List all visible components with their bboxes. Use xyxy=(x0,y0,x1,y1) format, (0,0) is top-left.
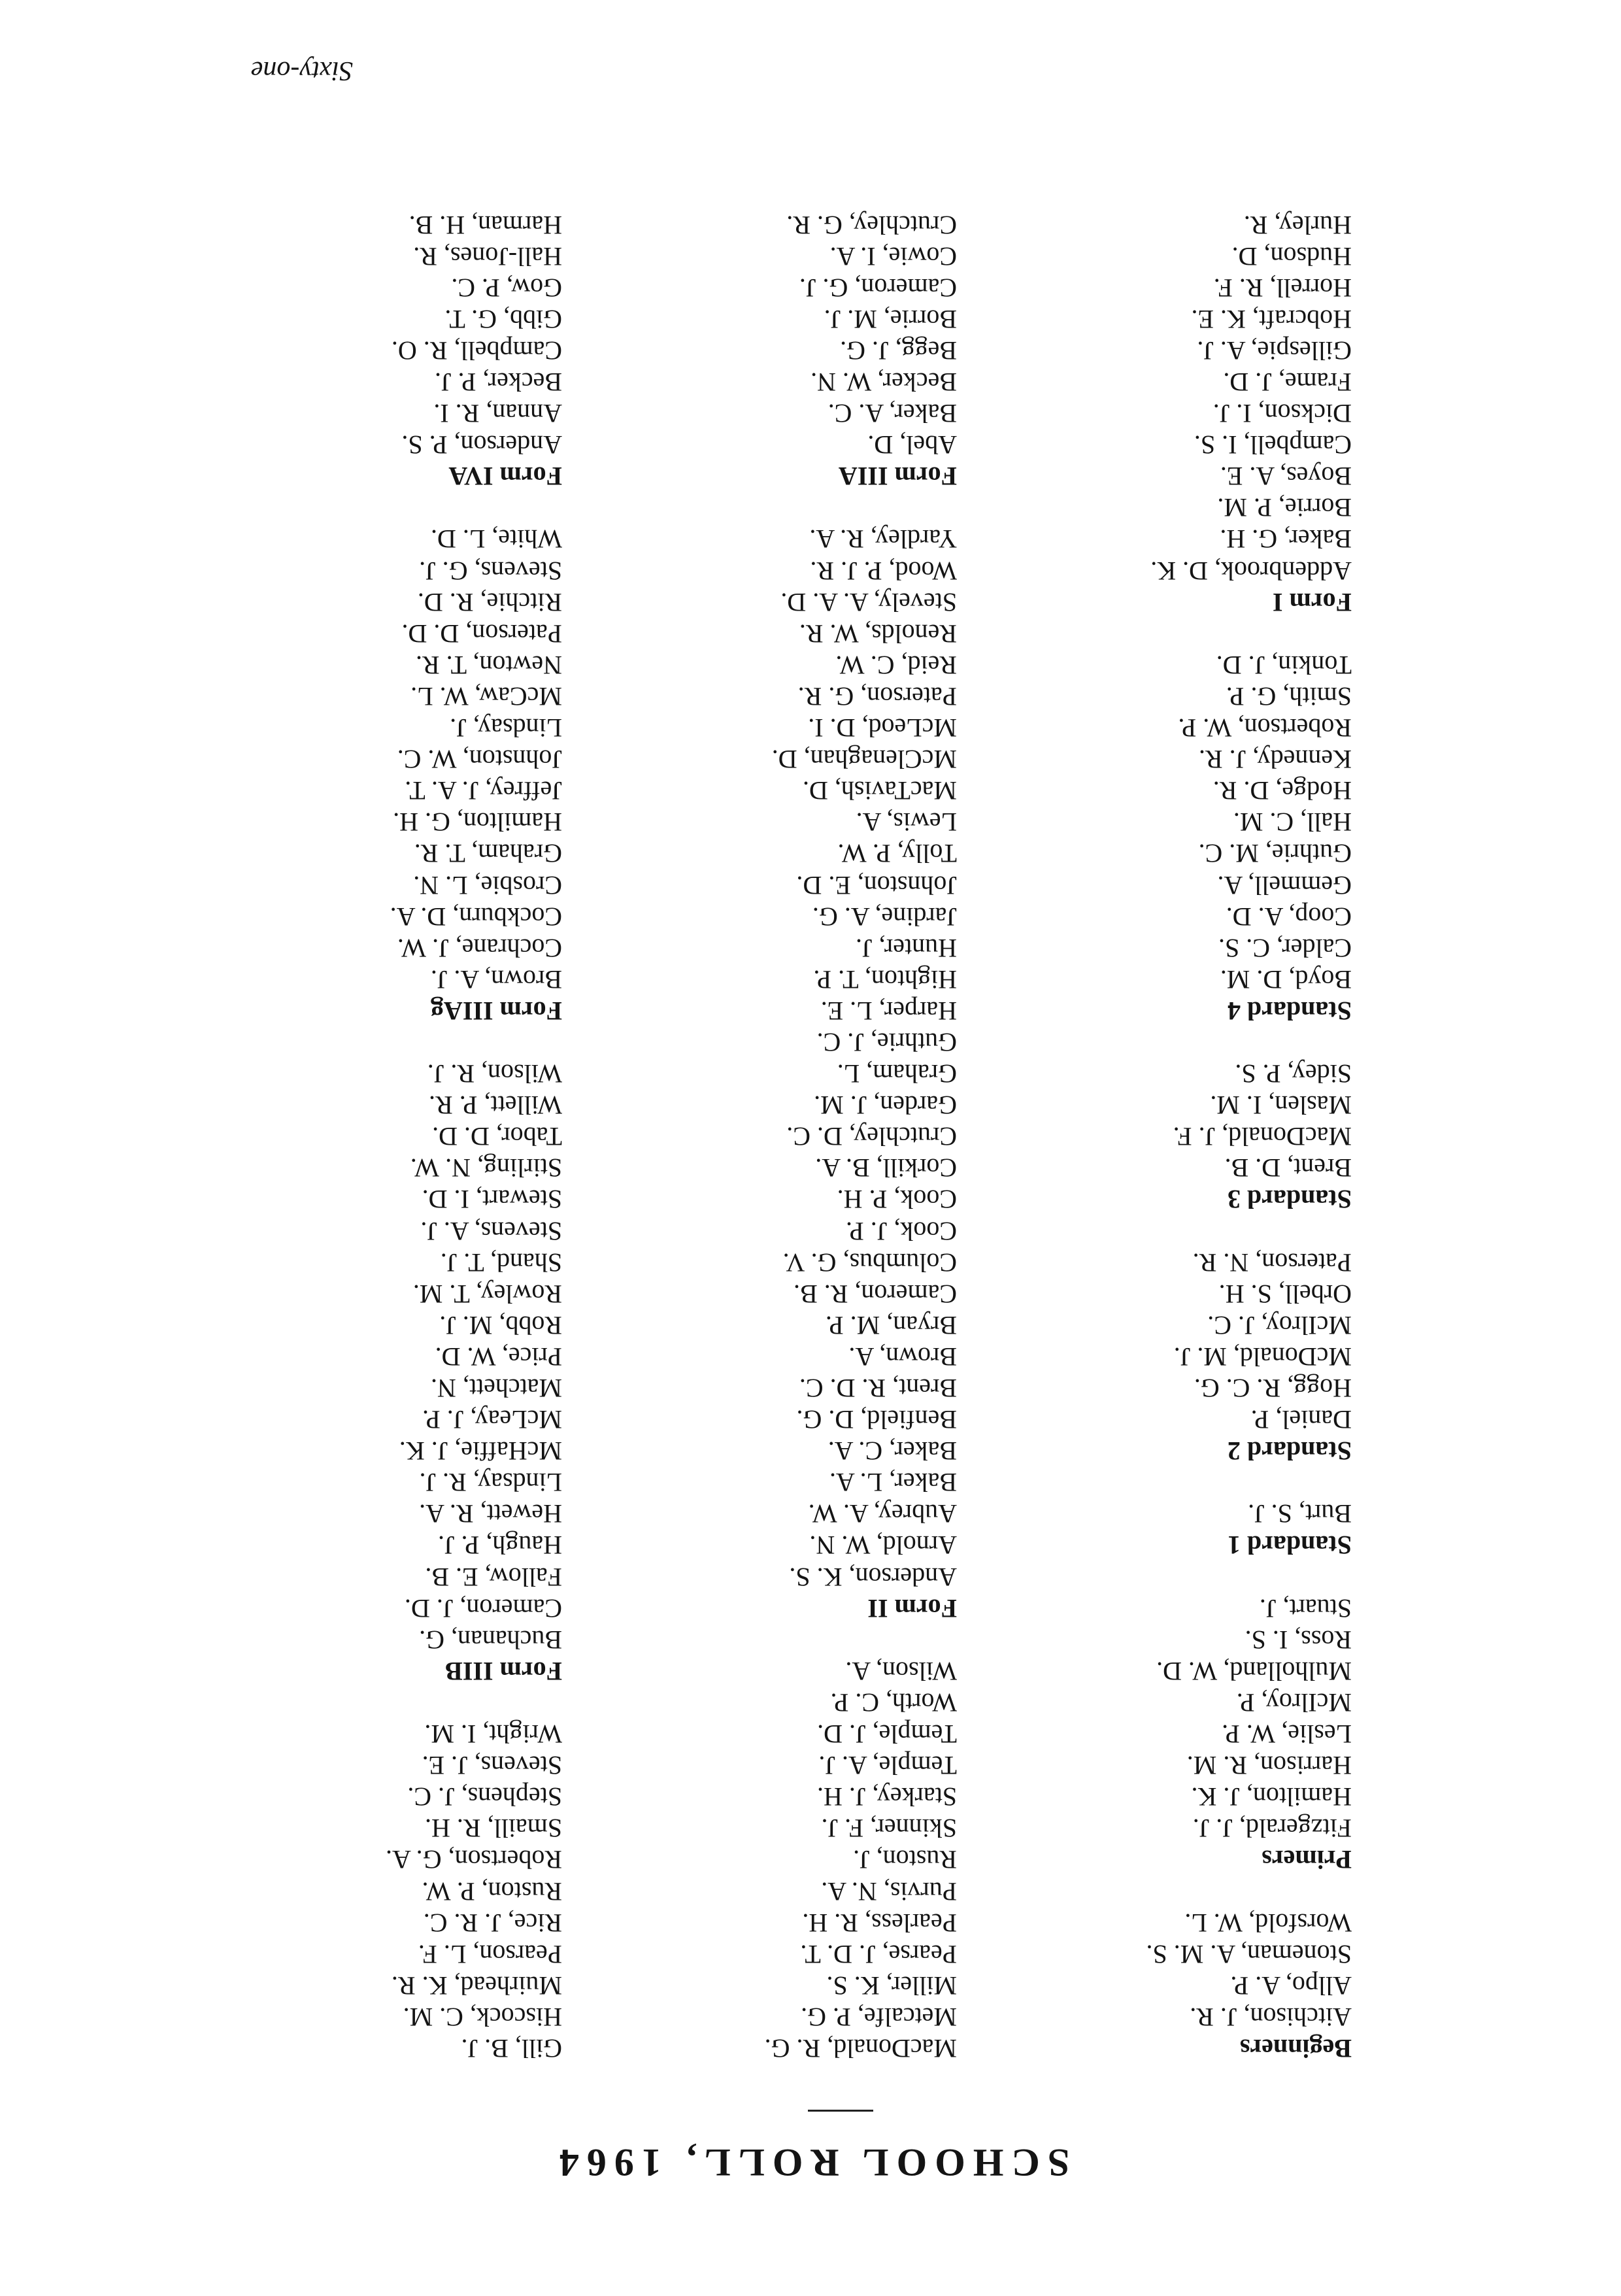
pupil-name: Highton, T. P. xyxy=(813,964,957,994)
pupil-name: Smaill, R. H. xyxy=(424,1814,562,1844)
pupil-name: McIlroy, J. C. xyxy=(1207,1310,1352,1340)
pupil-name: Aubrey, A. W. xyxy=(808,1499,957,1529)
section-gap xyxy=(999,1875,1352,1906)
pupil-name: Cowie, I. A. xyxy=(829,241,957,271)
pupil-name: Brown, A. xyxy=(848,1342,957,1372)
pupil-name: McIlroy, P. xyxy=(1236,1687,1352,1717)
pupil-name: Stevens, A. J. xyxy=(420,1216,562,1246)
pupil-name: Frame, J. D. xyxy=(1223,367,1352,397)
pupil-name: Stevely, A. A. D. xyxy=(780,587,957,617)
pupil-name: Allpo, A. P. xyxy=(1230,1970,1352,2001)
form-heading: Form IVA xyxy=(448,462,562,492)
pupil-name: Johnston, E. D. xyxy=(796,870,957,900)
pupil-name: Gemmell, A. xyxy=(1217,870,1352,900)
section-gap xyxy=(999,1026,1352,1058)
pupil-name: Wright, I. M. xyxy=(424,1719,562,1749)
form-heading: Form IIIAg xyxy=(430,996,562,1026)
pupil-name: Becker, P. J. xyxy=(434,367,562,397)
pupil-name: McDonald, M. J. xyxy=(1173,1342,1352,1372)
pupil-name: Tabor, D. D. xyxy=(432,1122,562,1152)
pupil-name: Kennedy, J. R. xyxy=(1198,745,1352,775)
section-gap xyxy=(209,1687,562,1718)
pupil-name: Cameron, J. D. xyxy=(404,1593,562,1623)
pupil-name: Becker, W. N. xyxy=(811,367,957,397)
pupil-name: Hunter, J. xyxy=(855,933,957,963)
page-title: SCHOOL ROLL, 1964 xyxy=(551,2141,1070,2184)
pupil-name: Hodge, D. R. xyxy=(1212,776,1352,806)
pupil-name: Fitzgerald, J. J. xyxy=(1192,1814,1352,1844)
pupil-name: MacTavish, D. xyxy=(802,776,957,806)
pupil-name: Shand, T. J. xyxy=(440,1247,562,1277)
pupil-name: Stewart, I. D. xyxy=(422,1185,562,1215)
pupil-name: Anderson, P. S. xyxy=(401,430,562,460)
pupil-name: Cook, J. P. xyxy=(845,1216,957,1246)
pupil-name: Boyd, D. M. xyxy=(1220,964,1352,994)
pupil-name: Reid, C. W. xyxy=(835,650,957,680)
pupil-name: McCaw, W. L. xyxy=(410,681,562,711)
pupil-name: Baker, A. C. xyxy=(827,399,957,429)
section-gap xyxy=(604,1624,957,1655)
pupil-name: Miller, K. S. xyxy=(826,1970,957,2001)
pupil-name: Brent, D. B. xyxy=(1224,1153,1352,1183)
pupil-name: Tonkin, J. D. xyxy=(1216,650,1352,680)
pupil-name: Baker, C. A. xyxy=(827,1436,957,1466)
form-heading: Standard 4 xyxy=(1227,996,1352,1026)
section-gap xyxy=(209,1026,562,1058)
pupil-name: Campbell, I. S. xyxy=(1194,430,1352,460)
pupil-name: Cameron, R. B. xyxy=(794,1279,957,1309)
pupil-name: Borrie, M. J. xyxy=(824,304,957,334)
form-heading: Form IIIB xyxy=(445,1656,562,1686)
pupil-name: Baker, L. A. xyxy=(829,1468,957,1498)
section-gap xyxy=(999,618,1352,649)
pupil-name: Crosbie, L. N. xyxy=(413,870,562,900)
pupil-name: White, L. D. xyxy=(430,524,562,554)
pupil-name: Baker, G. H. xyxy=(1220,524,1352,554)
form-heading: Form IIIA xyxy=(838,462,957,492)
pupil-name: Temple, A. J. xyxy=(818,1751,957,1781)
pupil-name: Harrison, R. M. xyxy=(1186,1751,1352,1781)
pupil-name: Abel, D. xyxy=(867,430,957,460)
pupil-name: McLeay, J. P. xyxy=(422,1405,562,1435)
pupil-name: Gillespie, A. J. xyxy=(1197,335,1352,365)
pupil-name: Buchanan, G. xyxy=(419,1625,562,1655)
pupil-name: Metcalfe, P. G. xyxy=(801,2002,957,2032)
form-heading: Standard 3 xyxy=(1227,1185,1352,1215)
pupil-name: Hamilton, J. K. xyxy=(1191,1782,1352,1812)
pupil-name: Hudson, D. xyxy=(1231,241,1352,271)
pupil-name: Horrell, R. F. xyxy=(1213,273,1352,303)
pupil-name: Fallow, E. B. xyxy=(425,1562,562,1592)
pupil-name: Yardley, R. A. xyxy=(809,524,957,554)
pupil-name: Stephens, J. C. xyxy=(407,1782,562,1812)
pupil-name: Columbus, G. V. xyxy=(782,1247,957,1277)
pupil-name: Hogg, R. C. G. xyxy=(1194,1374,1352,1404)
pupil-name: Maslen, I. M. xyxy=(1210,1090,1352,1121)
pupil-name: Temple, J. D. xyxy=(817,1719,957,1749)
pupil-name: Jardine, A. G. xyxy=(812,902,957,932)
pupil-name: Robertson, W. P. xyxy=(1178,713,1352,743)
roll-column-3 xyxy=(209,209,562,2064)
pupil-name: Stevens, G. J. xyxy=(419,556,562,586)
pupil-name: Rowley, T. M. xyxy=(412,1279,562,1309)
pupil-name: Guthrie, J. C. xyxy=(816,1028,957,1057)
roll-column-2 xyxy=(604,209,957,2064)
pupil-name: Hall, C. M. xyxy=(1233,807,1352,837)
pupil-name: Ruston, J. xyxy=(853,1845,957,1875)
pupil-name: Paterson, D. D. xyxy=(401,618,562,649)
pupil-name: Ritchie, R. D. xyxy=(417,587,562,617)
pupil-name: Orbell, S. H. xyxy=(1218,1279,1352,1309)
pupil-name: Burt, S. J. xyxy=(1248,1499,1352,1529)
pupil-name: Paterson, G. R. xyxy=(797,681,957,711)
form-heading: Standard 2 xyxy=(1227,1436,1352,1466)
pupil-name: Wilson, A. xyxy=(845,1656,957,1686)
pupil-name: MacDonald, J. F. xyxy=(1173,1122,1352,1152)
pupil-name: Arnold, W. N. xyxy=(809,1530,957,1561)
pupil-name: Campbell, R. O. xyxy=(391,335,562,365)
pupil-name: Skinner, F. J. xyxy=(821,1814,957,1844)
roll-column-1 xyxy=(999,209,1352,2064)
page-number: Sixty-one xyxy=(250,56,353,86)
pupil-name: Matchett, N. xyxy=(430,1374,562,1404)
pupil-name: Johnston, W. C. xyxy=(397,745,562,775)
pupil-name: Begg, J. G. xyxy=(840,335,957,365)
pupil-name: Addenbrook, D. K. xyxy=(1150,556,1352,586)
pupil-name: Brown, A. J. xyxy=(430,964,562,994)
pupil-name: Hurley, R. xyxy=(1243,210,1352,240)
pupil-name: Purvis, N. A. xyxy=(821,1876,957,1906)
section-gap xyxy=(604,492,957,523)
pupil-name: Paterson, N. R. xyxy=(1192,1247,1352,1277)
title-rule xyxy=(808,2110,873,2112)
pupil-name: Wood, P. J. R. xyxy=(810,556,957,586)
pupil-name: McLeod, D. I. xyxy=(808,713,957,743)
pupil-name: Garden, J. M. xyxy=(814,1090,957,1121)
pupil-name: Stirling, N. W. xyxy=(410,1153,562,1183)
pupil-name: Hall-Jones, R. xyxy=(413,241,562,271)
section-gap xyxy=(999,1215,1352,1246)
pupil-name: Gibb, G. T. xyxy=(444,304,562,334)
pupil-name: Hamilton, G. H. xyxy=(393,807,562,837)
pupil-name: Lindsay, J. xyxy=(450,713,562,743)
pupil-name: Bryan, M. P. xyxy=(825,1310,957,1340)
pupil-name: Worsfold, W. L. xyxy=(1184,1908,1352,1938)
pupil-name: Gill, B. J. xyxy=(461,2034,562,2063)
form-heading: Form I xyxy=(1272,587,1352,617)
pupil-name: Boyes, A. E. xyxy=(1220,462,1352,492)
pupil-name: Pearless, R. H. xyxy=(802,1908,957,1938)
pupil-name: Wilson, R. J. xyxy=(427,1059,562,1089)
pupil-name: Benfield, D. G. xyxy=(796,1405,957,1435)
pupil-name: Crutchley, G. R. xyxy=(786,210,957,240)
pupil-name: Coop, A. D. xyxy=(1226,902,1352,932)
pupil-name: Robertson, G. A. xyxy=(386,1845,562,1875)
pupil-name: Lindsay, R. J. xyxy=(419,1468,562,1498)
pupil-name: Cockburn, D. A. xyxy=(390,902,562,932)
pupil-name: Borrie, P. M. xyxy=(1217,493,1352,523)
form-heading: Form II xyxy=(867,1593,957,1623)
pupil-name: Renolds, W. R. xyxy=(799,618,957,649)
form-heading: Standard 1 xyxy=(1227,1530,1352,1561)
pupil-name: Crutchley, D. C. xyxy=(786,1122,957,1152)
form-heading: Primers xyxy=(1262,1845,1352,1875)
pupil-name: Gow, P. C. xyxy=(451,273,562,303)
pupil-name: Cook, P. H. xyxy=(837,1185,957,1215)
form-heading: Beginners xyxy=(1239,2034,1352,2063)
pupil-name: Ruston, P. W. xyxy=(422,1876,562,1906)
pupil-name: Worth, C. P. xyxy=(830,1687,957,1717)
pupil-name: Stuart, J. xyxy=(1259,1593,1352,1623)
pupil-name: Guthrie, M. C. xyxy=(1198,839,1352,869)
pupil-name: Jeffrey, J. A. T. xyxy=(405,776,562,806)
pupil-name: Starkey, J. H. xyxy=(816,1782,957,1812)
pupil-name: Daniel, P. xyxy=(1250,1405,1352,1435)
pupil-name: Ross, I. S. xyxy=(1245,1625,1352,1655)
pupil-name: Leslie, W. P. xyxy=(1222,1719,1352,1749)
pupil-name: Robb, M. J. xyxy=(439,1310,562,1340)
pupil-name: Sidey, P. S. xyxy=(1235,1059,1352,1089)
pupil-name: Willett, P. R. xyxy=(429,1090,562,1121)
pupil-name: Smith, G. P. xyxy=(1226,681,1352,711)
pupil-name: Stoneman, A. M. S. xyxy=(1146,1939,1352,1969)
pupil-name: Lewis, A. xyxy=(856,807,957,837)
section-gap xyxy=(999,1561,1352,1593)
pupil-name: Annan, R. I. xyxy=(433,399,562,429)
pupil-name: Cameron, G. J. xyxy=(799,273,957,303)
pupil-name: Harper, L. E. xyxy=(820,996,957,1026)
pupil-name: Newton, T. R. xyxy=(415,650,562,680)
pupil-name: MacDonald, R. G. xyxy=(764,2034,957,2063)
pupil-name: Stevens, J. E. xyxy=(422,1751,562,1781)
pupil-name: McClenaghan, D. xyxy=(771,745,957,775)
pupil-name: Muirhead, K. R. xyxy=(391,1970,562,2001)
pupil-name: Hiscock, C. M. xyxy=(403,2002,562,2032)
pupil-name: Pearson, L. F. xyxy=(418,1939,562,1969)
pupil-name: Haugh, P. J. xyxy=(437,1530,562,1561)
pupil-name: Dickson, I. J. xyxy=(1212,399,1352,429)
section-gap xyxy=(209,492,562,523)
pupil-name: Calder, C. S. xyxy=(1218,933,1352,963)
pupil-name: Rice, J. R. C. xyxy=(423,1908,562,1938)
pupil-name: Price, W. D. xyxy=(435,1342,562,1372)
pupil-name: McHaffie, J. K. xyxy=(399,1436,562,1466)
pupil-name: Graham, T. R. xyxy=(414,839,562,869)
pupil-name: Anderson, K. S. xyxy=(789,1562,957,1592)
pupil-name: Brent, R. D. C. xyxy=(799,1374,957,1404)
pupil-name: Corkill, B. A. xyxy=(815,1153,957,1183)
pupil-name: Harman, H. B. xyxy=(409,210,562,240)
pupil-name: Hewett, R. A. xyxy=(419,1499,562,1529)
section-gap xyxy=(999,1466,1352,1498)
pupil-name: Cochrane, J. W. xyxy=(397,933,562,963)
pupil-name: Graham, L. xyxy=(837,1059,957,1089)
pupil-name: Tolly, P. W. xyxy=(837,839,957,869)
pupil-name: Hobcraft, K. E. xyxy=(1191,304,1352,334)
pupil-name: Aitchison, J. R. xyxy=(1190,2002,1352,2032)
pupil-name: Pearse, J. D. T. xyxy=(800,1939,957,1969)
pupil-name: Mulholland, W. D. xyxy=(1156,1656,1352,1686)
